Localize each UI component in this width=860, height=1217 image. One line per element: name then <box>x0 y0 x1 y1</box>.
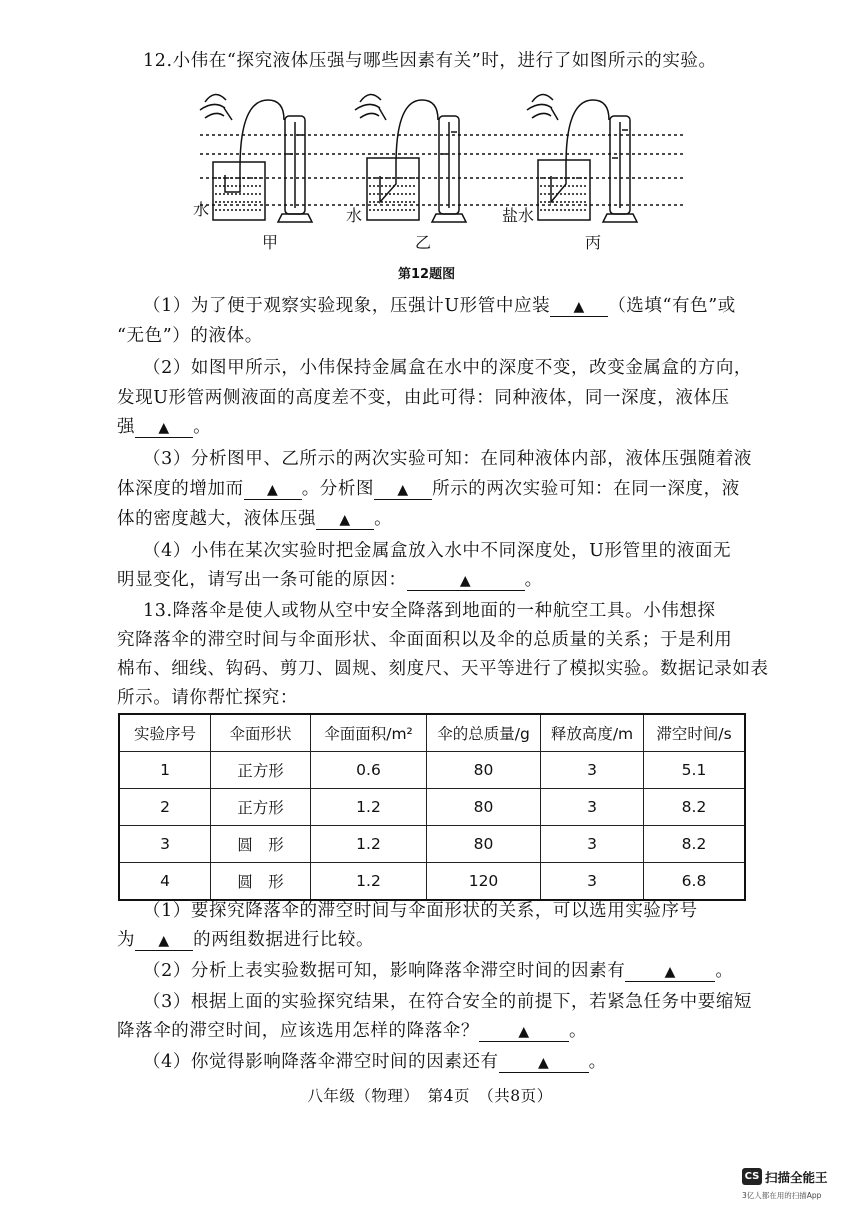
answer-blank[interactable]: ▲ <box>316 511 374 530</box>
label-saltwater: 盐水 <box>502 206 535 225</box>
table-row <box>119 863 745 901</box>
answer-blank[interactable]: ▲ <box>135 419 193 438</box>
scanner-logo <box>742 1166 828 1186</box>
table-cell: 3 <box>541 752 644 789</box>
answer-blank[interactable]: ▲ <box>499 1054 589 1073</box>
table-cell: 正方形 <box>211 752 311 789</box>
label-jia: 甲 <box>262 233 279 252</box>
q12-part1-line2: “无色”）的液体。 <box>117 326 263 346</box>
table-cell: 80 <box>427 826 541 863</box>
table-cell: 2 <box>119 789 211 826</box>
q12-stem: 12.小伟在“探究液体压强与哪些因素有关”时，进行了如图所示的实验。 <box>143 51 717 71</box>
table-cell: 8.2 <box>644 789 746 826</box>
apparatus-a <box>200 94 312 222</box>
q12-part2-line2: 发现U形管两侧液面的高度差不变，由此可得：同种液体，同一深度，液体压 <box>117 388 730 408</box>
table-cell: 6.8 <box>644 863 746 901</box>
answer-blank[interactable]: ▲ <box>625 963 715 982</box>
table-cell: 80 <box>427 789 541 826</box>
table-header: 滞空时间/s <box>644 714 746 752</box>
q13-line4: 所示。请你帮忙探究： <box>117 688 298 708</box>
table-cell: 3 <box>541 826 644 863</box>
table-row <box>119 752 745 789</box>
table-cell: 3 <box>541 863 644 901</box>
q13-part4: （4）你觉得影响降落伞滞空时间的因素还有 ▲ 。 <box>143 1052 607 1072</box>
q13-part1-line1: （1）要探究降落伞的滞空时间与伞面形状的关系，可以选用实验序号 <box>143 901 698 921</box>
table-cell: 1.2 <box>311 863 427 901</box>
answer-blank[interactable]: ▲ <box>479 1023 569 1042</box>
figure-caption: 第12题图 <box>398 267 456 282</box>
apparatus-c <box>527 94 637 222</box>
table-cell: 8.2 <box>644 826 746 863</box>
q13-line2: 究降落伞的滞空时间与伞面形状、伞面面积以及伞的总质量的关系；于是利用 <box>117 630 733 650</box>
table-cell: 80 <box>427 752 541 789</box>
table-cell: 正方形 <box>211 789 311 826</box>
q12-part2-line3: 强 ▲ 。 <box>117 417 212 437</box>
answer-blank[interactable]: ▲ <box>550 298 608 317</box>
q12-part3-line1: （3）分析图甲、乙所示的两次实验可知：在同种液体内部，液体压强随着液 <box>143 449 753 469</box>
table-header-row <box>119 714 745 752</box>
answer-blank[interactable]: ▲ <box>135 932 193 951</box>
q13-line1: 13.降落伞是使人或物从空中安全降落到地面的一种航空工具。小伟想探 <box>143 601 716 621</box>
cs-badge-icon: CS <box>742 1168 762 1185</box>
table-header: 伞面形状 <box>211 714 311 752</box>
table-cell: 圆 形 <box>211 826 311 863</box>
table-cell: 圆 形 <box>211 863 311 901</box>
scanner-name: 扫描全能王 <box>765 1169 828 1185</box>
q13-part3-line2: 降落伞的滞空时间，应该选用怎样的降落伞？ ▲ 。 <box>117 1021 588 1041</box>
table-header: 释放高度/m <box>541 714 644 752</box>
table-cell: 120 <box>427 863 541 901</box>
q13-part2: （2）分析上表实验数据可知，影响降落伞滞空时间的因素有 ▲ 。 <box>143 961 734 981</box>
page-footer: 八年级（物理） 第4页 （共8页） <box>307 1087 553 1105</box>
table-cell: 0.6 <box>311 752 427 789</box>
experiment-table <box>118 713 746 901</box>
table-cell: 3 <box>119 826 211 863</box>
table-cell: 3 <box>541 789 644 826</box>
answer-blank[interactable]: ▲ <box>244 481 302 500</box>
table-cell: 1.2 <box>311 789 427 826</box>
q13-part1-line2: 为 ▲ 的两组数据进行比较。 <box>117 930 375 950</box>
q12-part4-line2: 明显变化，请写出一条可能的原因： ▲ 。 <box>117 570 543 590</box>
q12-part3-line2: 体深度的增加而 ▲ 。分析图 ▲ 所示的两次实验可知：在同一深度，液 <box>117 479 740 499</box>
table-cell: 1.2 <box>311 826 427 863</box>
q12-part1-line1: （1）为了便于观察实验现象，压强计U形管中应装 ▲ （选填“有色”或 <box>143 296 736 316</box>
scanner-tagline: 3亿人都在用的扫描App <box>742 1191 822 1200</box>
apparatus-b <box>355 94 466 222</box>
table-row <box>119 789 745 826</box>
q13-part3-line1: （3）根据上面的实验探究结果，在符合安全的前提下，若紧急任务中要缩短 <box>143 992 753 1012</box>
table-cell: 1 <box>119 752 211 789</box>
label-bing: 丙 <box>585 233 602 252</box>
answer-blank[interactable]: ▲ <box>407 572 525 591</box>
q12-part3-line3: 体的密度越大，液体压强 ▲ 。 <box>117 509 393 529</box>
table-row <box>119 826 745 863</box>
answer-blank[interactable]: ▲ <box>374 481 432 500</box>
q13-line3: 棉布、细线、钩码、剪刀、圆规、刻度尺、天平等进行了模拟实验。数据记录如表 <box>117 659 769 679</box>
table-header: 伞面面积/m² <box>311 714 427 752</box>
table-cell: 5.1 <box>644 752 746 789</box>
label-water-a: 水 <box>193 200 210 219</box>
table-cell: 4 <box>119 863 211 901</box>
label-water-b: 水 <box>346 206 363 225</box>
q12-part4-line1: （4）小伟在某次实验时把金属盒放入水中不同深度处，U形管里的液面无 <box>143 541 732 561</box>
q12-part2-line1: （2）如图甲所示，小伟保持金属盒在水中的深度不变，改变金属盒的方向， <box>143 358 753 378</box>
label-yi: 乙 <box>415 233 432 252</box>
table-header: 实验序号 <box>119 714 211 752</box>
table-header: 伞的总质量/g <box>427 714 541 752</box>
